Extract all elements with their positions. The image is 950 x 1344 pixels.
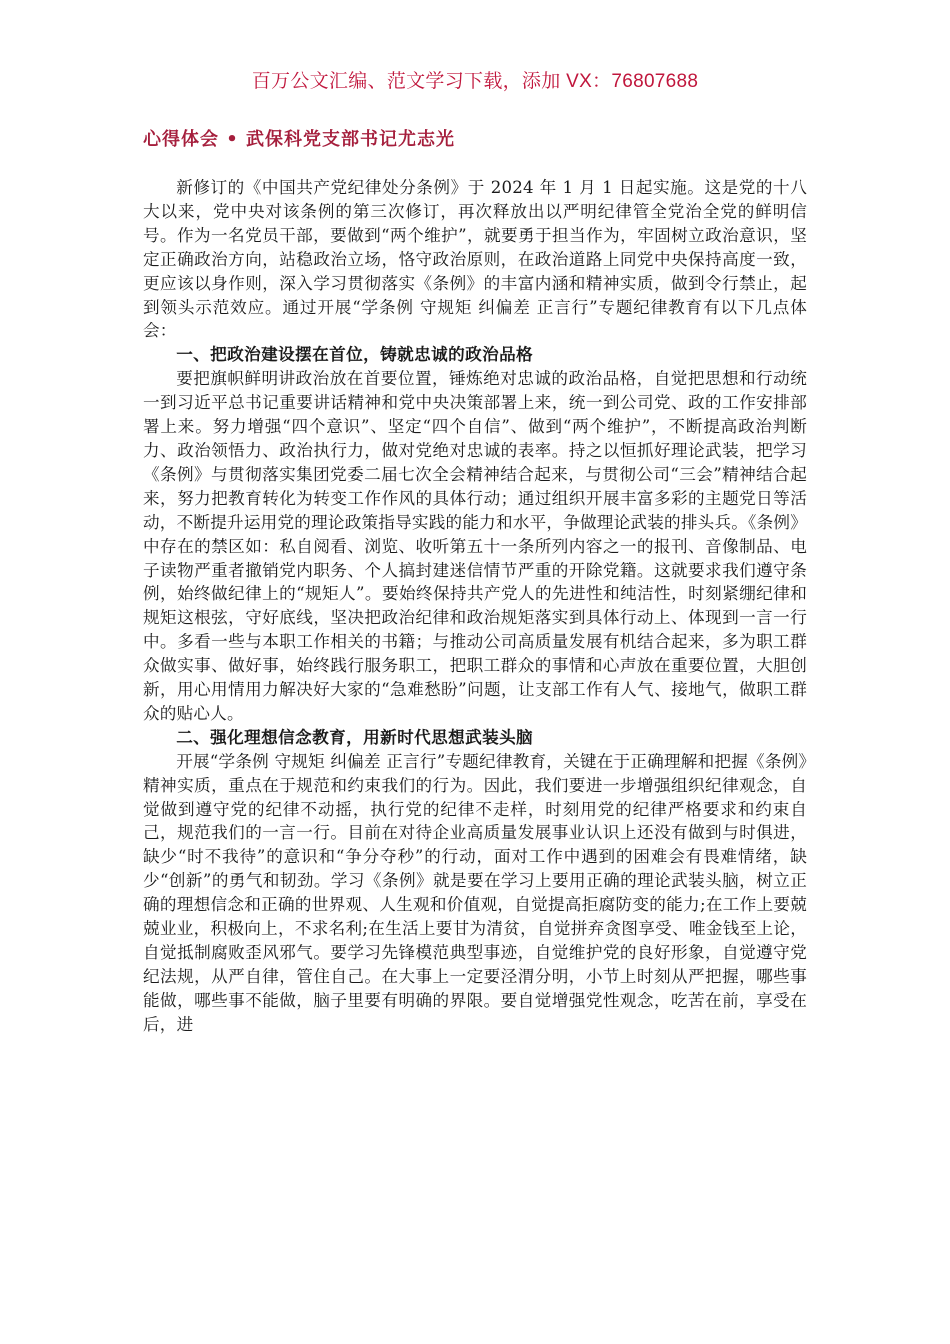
intro-paragraph: 新修订的《中国共产党纪律处分条例》于 2024 年 1 月 1 日起实施。这是党的十八大以来，党中央对该条例的第三次修订，再次释放出以严明纪律管全党治全党的鲜明信号。作为一名党员干部，要做到“两个维护”，就要勇于担当作为，牢固树立政治意识，坚定正确政治方向，站稳政治立场，恪守政治原则，在政治道路上同党中央保持高度一致，更应该以身作则，深入学习贯彻落实《条例》的丰富内涵和精神实质，做到令行禁止，起到领头示范效应。通过开展“学条例 守规矩 纠偏差 正言行”专题纪律教育有以下几点体会： xyxy=(143,178,807,341)
document-body xyxy=(143,176,807,1037)
section-1-paragraph: 要把旗帜鲜明讲政治放在首要位置，锤炼绝对忠诚的政治品格，自觉把思想和行动统一到习近平总书记重要讲话精神和党中央决策部署上来，统一到公司党、政的工作安排部署上来。努力增强“四个意识”、坚定“四个自信”、做到“两个维护”，不断提高政治判断力、政治领悟力、政治执行力，做对党绝对忠诚的表率。持之以恒抓好理论武装，把学习《条例》与贯彻落实集团党委二届七次全会精神结合起来，与贯彻公司“三会”精神结合起来，努力把教育转化为转变工作作风的具体行动；通过组织开展丰富多彩的主题党日等活动，不断提升运用党的理论政策指导实践的能力和水平，争做理论武装的排头兵。《条例》中存在的禁区如：私自阅看、浏览、收听第五十一条所列内容之一的报刊、音像制品、电子读物严重者撤销党内职务、个人搞封建迷信情节严重的开除党籍。这就要求我们遵守条例，始终做纪律上的“规矩人”。要始终保持共产党人的先进性和纯洁性，时刻紧绷纪律和规矩这根弦，守好底线，坚决把政治纪律和政治规矩落实到具体行动上、体现到一言一行中。多看一些与本职工作相关的书籍；与推动公司高质量发展有机结合起来，多为职工群众做实事、做好事，始终践行服务职工，把职工群众的事情和心声放在重要位置，大胆创新，用心用情用力解决好大家的“急难愁盼”问题，让支部工作有人气、接地气，做职工群众的贴心人。 xyxy=(143,369,807,723)
section-2-paragraph: 开展“学条例 守规矩 纠偏差 正言行”专题纪律教育，关键在于正确理解和把握《条例》精神实质，重点在于规范和约束我们的行为。因此，我们要进一步增强组织纪律观念，自觉做到遵守党的纪律不动摇，执行党的纪律不走样，时刻用党的纪律严格要求和约束自己，规范我们的一言一行。目前在对待企业高质量发展事业认识上还没有做到与时俱进，缺少“时不我待”的意识和“争分夺秒”的行动，面对工作中遇到的困难会有畏难情绪，缺少“创新”的勇气和韧劲。学习《条例》就是要在学习上要用正确的理论武装头脑，树立正确的理想信念和正确的世界观、人生观和价值观，自觉提高拒腐防变的能力;在工作上要兢兢业业，积极向上，不求名利;在生活上要甘为清贫，自觉拼弃贪图享受、唯金钱至上论，自觉抵制腐败歪风邪气。要学习先锋模范典型事迹，自觉维护党的良好形象，自觉遵守党纪法规，从严自律，管住自己。在大事上一定要泾渭分明，小节上时刻从严把握，哪些事能做，哪些事不能做，脑子里要有明确的界限。要自觉增强党性观念，吃苦在前，享受在后，进 xyxy=(143,751,807,1034)
section-heading-2: 二、强化理想信念教育，用新时代思想武装头脑 xyxy=(176,727,534,747)
section-heading-1: 一、把政治建设摆在首位，铸就忠诚的政治品格 xyxy=(176,345,534,365)
document-subtitle: 心得体会 • 武保科党支部书记尤志光 xyxy=(143,129,456,150)
download-banner: 百万公文汇编、范文学习下载，添加 VX：76807688 xyxy=(251,71,699,92)
